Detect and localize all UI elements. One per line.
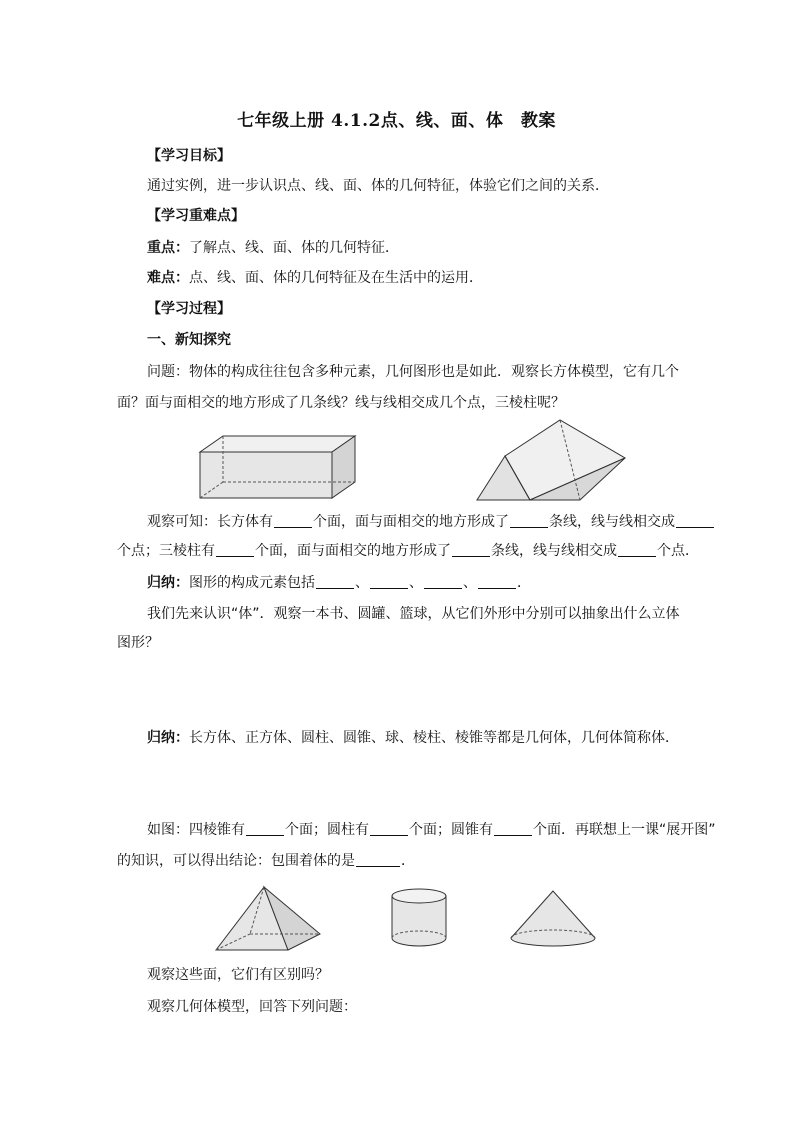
figure-question-line-2: 的知识，可以得出结论：包围着体的是 ． <box>117 853 415 869</box>
answer-blank[interactable] <box>452 542 490 557</box>
answer-blank[interactable] <box>246 821 284 836</box>
process-heading: 【学习过程】 <box>147 301 231 317</box>
square-pyramid-figure <box>212 884 324 954</box>
summary-1: 归纳：图形的构成元素包括 、 、 、 ． <box>147 575 531 591</box>
answer-blank[interactable] <box>216 542 254 557</box>
observe-line-2: 个点；三棱柱有 个面，面与面相交的地方形成了 条线，线与线相交成 个点． <box>117 543 699 559</box>
key-point <box>147 238 399 258</box>
answer-blank[interactable] <box>676 513 714 528</box>
cuboid-front-face <box>200 452 332 498</box>
page-title: 七年级上册 4.1.2点、线、面、体 教案 <box>237 111 556 131</box>
key-label: 重点： <box>147 240 189 256</box>
cuboid-figure <box>195 432 360 502</box>
answer-blank[interactable] <box>316 574 354 589</box>
prism-figure <box>470 416 630 504</box>
key-text: 了解点、线、面、体的几何特征． <box>189 240 399 256</box>
answer-blank[interactable] <box>356 852 400 867</box>
figure-question-line-1: 如图：四棱锥有 个面；圆柱有 个面；圆锥有 个面．再联想上一课“展开图” <box>147 822 716 838</box>
observe-line-1: 观察可知：长方体有 个面，面与面相交的地方形成了 条线，线与线相交成 <box>147 512 715 532</box>
answer-blank[interactable] <box>274 513 312 528</box>
sub-heading: 一、新知探究 <box>147 332 231 348</box>
answer-blank[interactable] <box>424 574 462 589</box>
answer-blank[interactable] <box>370 821 408 836</box>
summary-2: 归纳：长方体、正方体、圆柱、圆锥、球、棱柱、棱锥等都是几何体，几何体简称体． <box>147 730 679 746</box>
body-line-observe: 观察这些面，它们有区别吗？ <box>147 967 329 983</box>
question-line-2: 面？面与面相交的地方形成了几条线？线与线相交成几个点，三棱柱呢？ <box>117 395 565 411</box>
cylinder-top <box>392 889 446 903</box>
answer-blank[interactable] <box>494 821 532 836</box>
question-line-1: 问题：物体的构成往往包含多种元素，几何图形也是如此．观察长方体模型，它有几个 <box>147 364 679 380</box>
cone-figure <box>507 888 599 948</box>
answer-blank[interactable] <box>510 513 548 528</box>
answer-blank[interactable] <box>478 574 516 589</box>
body-line-1: 我们先来认识“体”．观察一本书、圆罐、篮球，从它们外形中分别可以抽象出什么立体 <box>147 606 680 622</box>
answer-blank[interactable] <box>618 542 656 557</box>
difficult-label: 难点： <box>147 270 189 286</box>
body-line-model: 观察几何体模型，回答下列问题： <box>147 999 357 1015</box>
body-line-2: 图形？ <box>117 635 159 651</box>
difficult-point <box>147 268 483 288</box>
objective-heading: 【学习目标】 <box>147 148 231 164</box>
key-heading: 【学习重难点】 <box>147 208 245 224</box>
cylinder-figure <box>388 886 450 950</box>
cone-surface <box>511 891 595 946</box>
answer-blank[interactable] <box>370 574 408 589</box>
objective-text: 通过实例，进一步认识点、线、面、体的几何特征，体验它们之间的关系． <box>147 178 609 194</box>
difficult-text: 点、线、面、体的几何特征及在生活中的运用． <box>189 270 483 286</box>
